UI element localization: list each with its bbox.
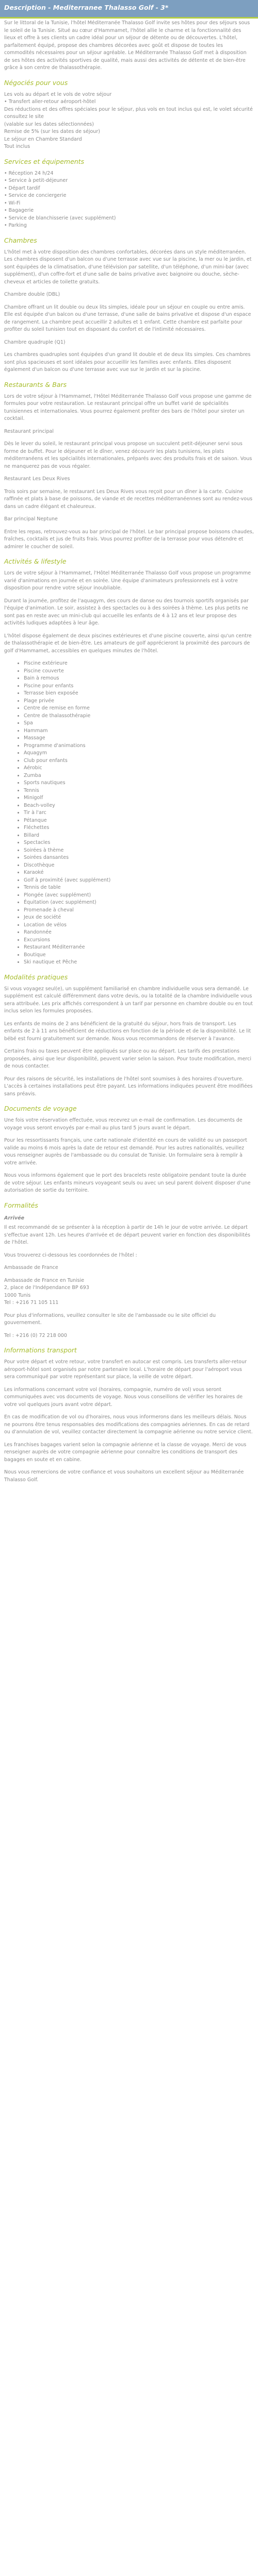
list-item: • Soirées à thème — [24, 847, 254, 855]
services-list — [4, 170, 254, 230]
list-item: • Centre de remise en forme — [24, 705, 254, 713]
documents-text: Pour les ressortissants français, une carte nationale d'identité en cours de validité ou un passeport valide au moins 6 mois après la date de retour est demandé. Pour les autres nationalités, veuillez vous renseigner auprès de l'ambassade ou du consulat de Tunisie. Un formulaire sera à remplir à votre arrivée. — [4, 1138, 247, 1166]
section-heading-good-to-know: Négociés pour vous — [4, 78, 68, 87]
page-header — [0, 0, 258, 19]
list-item: • Service à petit-déjeuner — [4, 178, 68, 183]
embassy-address: Ambassade de France en Tunisie 2, place de l'Indépendance BP 693 1000 Tunis Tel : +216 71 105 111 — [4, 1277, 89, 1306]
list-item: • Piscine pour enfants — [24, 683, 254, 690]
room-type-label: Chambre quadruple (Q1) — [4, 339, 66, 345]
list-item: • Parking — [4, 223, 27, 228]
section-heading-services: Services et équipements — [4, 157, 85, 165]
activities-text: L'hôtel dispose également de deux piscines extérieures et d'une piscine couverte, ainsi qu'un centre de thalassothérapie et de bien-être. Les amateurs de golf apprécieront la proximité des parcours de golf d'Hammamet, accessibles en quelques minutes de l'hôtel. — [4, 633, 252, 654]
section-heading-rooms: Chambres — [4, 236, 37, 244]
venue-description: Trois soirs par semaine, le restaurant Les Deux Rives vous reçoit pour un dîner à la carte. Cuisine raffinée et plats à base de poissons, de viande et de recettes méditerranéennes sont au rendez-vous dans un cadre élégant et chaleureux. — [4, 488, 253, 510]
practical-text: Certains frais ou taxes peuvent être appliqués sur place ou au départ. Les tarifs des prestations proposées, ainsi que leur disponibilité, peuvent varier selon la saison. Pour toute modification, merci de nous contacter. — [4, 1048, 251, 1069]
transport-text: En cas de modification de vol ou d'horaires, nous vous informerons dans les meilleurs délais. Nous ne pourrons être tenus responsables des modifications des compagnies aériennes. En cas de retard ou d'annulation de vol, veuillez contacter directement la compagnie aérienne ou notre service client. — [4, 1414, 253, 1435]
list-item: • Excursions — [24, 937, 254, 944]
list-item: • Piscine extérieure — [24, 660, 254, 668]
list-item: • Plongée (avec supplément) — [24, 892, 254, 900]
practical-text: Si vous voyagez seul(e), un supplément familiarisé en chambre individuelle vous sera demandé. Le supplément est calculé différemment dans votre devis, ou la totalité de la chambre individuelle vous sera attribuée. Les prix affichés correspondent à un tarif par personne en chambre double ou en tout inclus selon les formules proposées. — [4, 986, 253, 1014]
room-type-description: Les chambres quadruples sont équipées d'un grand lit double et de deux lits simples. Ces chambres sont plus spacieuses et sont idéales pour accueillir les familles avec enfants. Elles disposent également d'un balcon ou d'une terrasse avec vue sur le jardin et sur la piscine. — [4, 352, 251, 372]
section-heading-dining: Restaurants & Bars — [4, 380, 67, 388]
venue-label: Restaurant Les Deux Rives — [4, 476, 70, 482]
list-item: • Promenade à cheval — [24, 907, 254, 914]
list-item: • Hammam — [24, 727, 254, 735]
list-item: • Service de blanchisserie (avec supplément) — [4, 215, 116, 221]
list-item: • Bagagerie — [4, 208, 34, 213]
venue-label: Bar principal Neptune — [4, 516, 58, 522]
main-content — [0, 19, 258, 1510]
list-item: • Minigolf — [24, 794, 254, 802]
section-heading-transport: Informations transport — [4, 1346, 77, 1354]
list-item: • Restaurant Méditerranée — [24, 944, 254, 952]
list-item: • Bain à remous — [24, 675, 254, 683]
list-item: • Club pour enfants — [24, 757, 254, 765]
list-item: • Spectacles — [24, 839, 254, 847]
list-item: • Ski nautique et Pêche — [24, 959, 254, 967]
dining-intro: Lors de votre séjour à l'Hammamet, l'Hôtel Méditerranée Thalasso Golf vous propose une gamme de formules pour votre restauration. Le restaurant principal offre un buffet varié de spécialités tunisiennes et internationales. Vous pourrez également profiter des bars de l'hôtel pour siroter un cocktail. — [4, 393, 252, 421]
intro-text: Sur le littoral de la Tunisie, l'hôtel Méditerranée Thalasso Golf invite ses hôtes pour des séjours sous le soleil de la Tunisie. Situé au cœur d'Hammamet, l'hôtel allie le charme et la fonctionnalité des lieux et offre à ses clients un cadre idéal pour un séjour de détente ou de découvertes. L'hôtel, parfaitement équipé, propose des chambres décorées avec goût et dispose de toutes les commodités nécessaires pour un séjour agréable. Le Méditerranée Thalasso Golf met à disposition de ses hôtes des activités sportives de qualité, mais aussi des activités de détente et de bien-être grâce à son centre de thalassothérapie. — [4, 20, 250, 71]
formalities-text: Vous trouverez ci-dessous les coordonnées de l'hôtel : — [4, 1252, 137, 1258]
venue-description: Entre les repas, retrouvez-vous au bar principal de l'hôtel. Le bar principal propose boissons chaudes, fraîches, cocktails et jus de fruits frais. Vous pourrez profiter de la terrasse pour vous détendre et admirer le coucher de soleil. — [4, 529, 254, 550]
list-item: • Wi-Fi — [4, 200, 21, 206]
transport-text: Les franchises bagages varient selon la compagnie aérienne et la classe de voyage. Merci de vous renseigner auprès de votre compagnie aérienne pour connaître les conditions de transport des bagages en soute et en cabine. — [4, 1442, 247, 1463]
transport-text: Nous vous remercions de votre confiance et vous souhaitons un excellent séjour au Méditerranée Thalasso Golf. — [4, 1469, 244, 1483]
list-item: • Sports nautiques — [24, 779, 254, 787]
list-item: • Plage privée — [24, 698, 254, 705]
list-item: • Tir à l'arc — [24, 809, 254, 817]
list-item: • Service de conciergerie — [4, 193, 67, 198]
room-type-description: Chambre offrant un lit double ou deux lits simples, idéale pour un séjour en couple ou entre amis. Elle est équipée d'un balcon ou d'une terrasse, d'une salle de bains privative et dispose d'un espace de rangement. La chambre peut accueillir 2 adultes et 1 enfant. Cette chambre est parfaite pour profiter du soleil tunisien tout en disposant du confort et de l'intimité nécessaires. — [4, 304, 251, 332]
list-item: • Équitation (avec supplément) — [24, 899, 254, 907]
practical-text: Les enfants de moins de 2 ans bénéficient de la gratuité du séjour, hors frais de transport. Les enfants de 2 à 11 ans bénéficient de réductions en fonction de la période et de la disponibilité. Le lit bébé est fourni gratuitement sur demande. Nous vous recommandons de réserver à l'avance. — [4, 1021, 251, 1042]
transport-text: Pour votre départ et votre retour, votre transfert en autocar est compris. Les transferts aller-retour aéroport-hôtel sont organisés par notre partenaire local. L'horaire de départ pour l'aéroport vous sera communiqué par votre représentant sur place, la veille de votre départ. — [4, 1359, 247, 1380]
contact-label: Ambassade de France — [4, 1265, 58, 1270]
list-item: • Zumba — [24, 772, 254, 780]
formalities-text: Il est recommandé de se présenter à la réception à partir de 14h le jour de votre arrivée. Le départ s'effectue avant 12h. Les heures d'arrivée et de départ peuvent varier en fonction des disponibilités de l'hôtel. — [4, 1225, 250, 1245]
list-item: • Aquagym — [24, 750, 254, 757]
list-item: • Fléchettes — [24, 824, 254, 832]
list-item: • Golf à proximité (avec supplément) — [24, 877, 254, 885]
list-item: • Tennis — [24, 787, 254, 795]
list-item: • Terrasse bien exposée — [24, 690, 254, 698]
documents-text: Nous vous informons également que le port des bracelets reste obligatoire pendant toute la durée de votre séjour. Les enfants mineurs voyageant seuls ou avec un seul parent doivent disposer d'une autorisation de sortie du territoire. — [4, 1173, 251, 1193]
list-item: • Piscine couverte — [24, 668, 254, 675]
venue-label: Restaurant principal — [4, 428, 54, 434]
list-item: • Jeux de société — [24, 914, 254, 922]
list-item: • Spa — [24, 720, 254, 727]
section-heading-practical: Modalités pratiques — [4, 973, 68, 981]
rooms-intro: L'hôtel met à votre disposition des chambres confortables, décorées dans un style méditerranéen. Les chambres disposent d'un balcon ou d'une terrasse avec vue sur la piscine, la mer ou le jardin, et sont équipées de la climatisation, d'une télévision par satellite, d'un téléphone, d'un mini-bar (avec supplément), d'un coffre-fort et d'une salle de bains privative avec baignoire ou douche, sèche-cheveux et articles de toilette gratuits. — [4, 249, 252, 285]
list-item: • Karaoké — [24, 869, 254, 877]
activities-text: Lors de votre séjour à l'Hammamet, l'Hôtel Méditerranée Thalasso Golf vous propose un programme varié d'animations en journée et en soirée. Une équipe d'animateurs professionnels est à votre disposition pour rendre votre séjour inoubliable. — [4, 570, 251, 591]
section-heading-documents: Documents de voyage — [4, 1105, 77, 1112]
transport-text: Les informations concernant votre vol (horaires, compagnie, numéro de vol) vous seront communiquées avec vos documents de voyage. Nous vous conseillons de vérifier les horaires de votre vol quelques jours avant votre départ. — [4, 1386, 243, 1408]
good-to-know-text: Les vols au départ et le vols de votre séjour • Transfert aller-retour aéroport-hôtel Des réductions et des offres spéciales pour le séjour, plus vols en tout inclus qui est, le volet sécurité consultez le site (valable sur les dates sélectionnées) Remise de 5% (sur les dates de séjour) Le séjour en Chambre Standard Tout inclus — [4, 91, 253, 149]
venue-description: Dès le lever du soleil, le restaurant principal vous propose un succulent petit-déjeuner servi sous forme de buffet. Pour le déjeuner et le dîner, venez découvrir les plats tunisiens, les plats méditerranéens et les spécialités internationales, préparés avec des produits frais et de saison. Vous ne manquerez pas de vous régaler. — [4, 441, 252, 469]
subsection-heading-arrival: Arrivée — [4, 1215, 25, 1221]
page-title: Description - Mediterranee Thalasso Golf - 3* — [4, 4, 169, 11]
list-item: • Randonnée — [24, 929, 254, 937]
list-item: • Tennis de table — [24, 884, 254, 892]
activities-list — [4, 660, 254, 967]
room-type-label: Chambre double (DBL) — [4, 292, 60, 297]
list-item: • Discothèque — [24, 862, 254, 870]
section-heading-formalities: Formalités — [4, 1201, 38, 1209]
list-item: • Soirées dansantes — [24, 854, 254, 862]
list-item: • Massage — [24, 735, 254, 742]
section-heading-activities: Activités & lifestyle — [4, 557, 67, 565]
list-item: • Boutique — [24, 952, 254, 959]
list-item: • Pétanque — [24, 817, 254, 825]
list-item: • Réception 24 h/24 — [4, 170, 54, 176]
list-item: • Beach-volley — [24, 802, 254, 810]
list-item: • Aérobic — [24, 765, 254, 772]
hotel-phone: Tel : +216 (0) 72 218 000 — [4, 1332, 67, 1338]
list-item: • Centre de thalassothérapie — [24, 713, 254, 720]
documents-text: Une fois votre réservation effectuée, vous recevrez un e-mail de confirmation. Les documents de voyage vous seront envoyés par e-mail au plus tard 5 jours avant le départ. — [4, 1117, 243, 1131]
activities-text: Durant la journée, profitez de l'aquagym, des cours de danse ou des tournois sportifs organisés par l'équipe d'animation. Le soir, assistez à des spectacles ou à des soirées à thème. Les plus petits ne sont pas en reste avec un mini-club qui accueille les enfants de 4 à 12 ans et leur propose des activités ludiques adaptées à leur âge. — [4, 598, 249, 626]
formalities-text: Pour plus d'informations, veuillez consulter le site de l'ambassade ou le site officiel du gouvernement. — [4, 1312, 216, 1326]
practical-text: Pour des raisons de sécurité, les installations de l'hôtel sont soumises à des horaires d'ouverture. L'accès à certaines installations peut être payant. Les informations indiquées peuvent être modifiées sans préavis. — [4, 1076, 253, 1097]
list-item: • Location de vélos — [24, 922, 254, 929]
list-item: • Billard — [24, 832, 254, 840]
list-item: • Départ tardif — [4, 185, 40, 191]
list-item: • Programme d'animations — [24, 742, 254, 750]
